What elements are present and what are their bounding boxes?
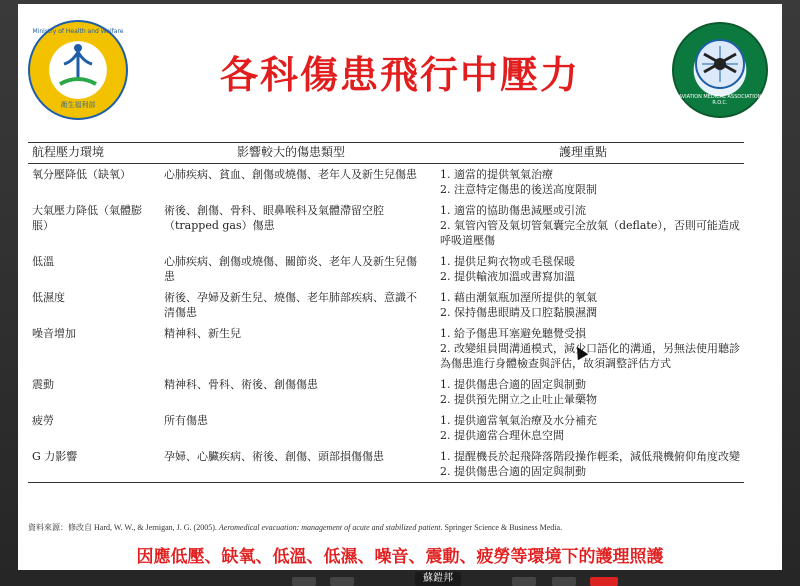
source-suffix: . Springer Science & Business Media. — [440, 523, 563, 532]
env-cell: 震動 — [32, 378, 54, 391]
care-item: 1. 適當的提供氧氣治療 — [440, 168, 553, 181]
care-item: 2. 注意特定傷患的後送高度限制 — [440, 183, 597, 196]
toolbar-button[interactable] — [292, 577, 316, 586]
left-logo-ring-text: Ministry of Health and Welfare — [32, 28, 124, 35]
left-logo-bottom-text: 衛生福利部 — [60, 101, 96, 109]
table-row — [28, 446, 744, 483]
care-item: 1. 提供足夠衣物或毛毯保暖 — [440, 255, 575, 268]
care-cell — [422, 200, 744, 251]
env-cell: 低濕度 — [32, 291, 65, 304]
care-item: 1. 藉由潮氣瓶加溼所提供的氧氣 — [440, 291, 597, 304]
patients-cell: 精神科、新生兒 — [164, 327, 241, 340]
env-cell: 低溫 — [32, 255, 54, 268]
header-patients: 影響較大的傷患類型 — [160, 143, 422, 164]
care-item: 2. 保持傷患眼睛及口腔黏膜濕潤 — [440, 306, 597, 319]
patients-cell: 所有傷患 — [164, 414, 208, 427]
care-cell — [422, 410, 744, 446]
care-item: 2. 改變組員間溝通模式，減少口語化的溝通，另無法使用聽診為傷患進行身體檢查與評估，故須調整評估方式 — [440, 342, 740, 370]
care-item: 2. 氣管內管及氣切管氣囊完全放氣（deflate），否則可能造成呼吸道壓傷 — [440, 219, 740, 247]
patients-cell: 術後、創傷、骨科、眼鼻喉科及氣體滯留空腔（trapped gas）傷患 — [164, 204, 384, 232]
care-item: 1. 適當的協助傷患減壓或引流 — [440, 204, 586, 217]
aviation-medical-association-emblem-icon — [672, 22, 768, 118]
table-row — [28, 200, 744, 251]
slide-title: 各科傷患飛行中壓力 — [219, 53, 580, 97]
care-cell — [422, 374, 744, 410]
speaker-name-tag: 蘇鎧邦 — [415, 572, 461, 586]
table-row — [28, 251, 744, 287]
source-citation — [28, 522, 744, 533]
care-cell — [422, 251, 744, 287]
care-item: 2. 提供傷患合適的固定與制動 — [440, 465, 586, 478]
care-item: 2. 提供預先開立之止吐止暈藥物 — [440, 393, 597, 406]
care-item: 1. 提供適當氧氣治療及水分補充 — [440, 414, 597, 427]
table-row — [28, 323, 744, 374]
source-title: Aeromedical evacuation: management of acute and stabilized patient — [218, 523, 441, 532]
care-cell — [422, 164, 744, 201]
patients-cell: 心肺疾病、貧血、創傷或燒傷、老年人及新生兒傷患 — [164, 168, 417, 181]
patients-cell: 術後、孕婦及新生兒、燒傷、老年肺部疾病、意識不清傷患 — [164, 291, 417, 319]
table-row — [28, 410, 744, 446]
env-cell: 氧分壓降低（缺氧） — [32, 168, 131, 181]
env-cell: G 力影響 — [28, 446, 160, 483]
patients-cell: 精神科、骨科、術後、創傷傷患 — [164, 378, 318, 391]
care-cell — [422, 287, 744, 323]
care-item: 1. 給予傷患耳塞避免聽覺受損 — [440, 327, 586, 340]
care-item: 2. 提供適當合理休息空間 — [440, 429, 564, 442]
presentation-slide — [18, 4, 782, 570]
care-item: 2. 提供輸液加溫或書寫加溫 — [440, 270, 575, 283]
care-cell — [422, 446, 744, 483]
toolbar-button[interactable] — [330, 577, 354, 586]
table-row — [28, 374, 744, 410]
care-item: 1. 提供傷患合適的固定與制動 — [440, 378, 586, 391]
stress-care-table — [28, 142, 744, 483]
source-prefix: 資料來源：修改自 Hard, W. W., & Jernigan, J. G. (2005). — [28, 523, 219, 532]
care-item: 1. 提醒機長於起飛降落階段操作輕柔，減低飛機俯仰角度改變 — [440, 450, 740, 463]
toolbar-button[interactable] — [552, 577, 576, 586]
patients-cell: 心肺疾病、創傷或燒傷、關節炎、老年人及新生兒傷患 — [164, 255, 417, 283]
toolbar-button[interactable] — [512, 577, 536, 586]
env-cell: 噪音增加 — [32, 327, 76, 340]
header-care: 護理重點 — [422, 143, 744, 164]
table-header-row — [28, 143, 744, 164]
stop-button[interactable] — [590, 577, 618, 586]
patients-cell: 孕婦、心臟疾病、術後、創傷、頭部損傷傷患 — [160, 446, 422, 483]
env-cell: 大氣壓力降低（氣體膨脹） — [32, 204, 142, 232]
header-env: 航程壓力環境 — [28, 143, 160, 164]
right-logo-ring-text: AVIATION MEDICAL ASSOCIATION R.O.C. — [678, 94, 762, 106]
table-row — [28, 164, 744, 201]
table-row — [28, 287, 744, 323]
env-cell: 疲勞 — [32, 414, 54, 427]
slide-footer: 因應低壓、缺氧、低溫、低濕、噪音、震動、疲勞等環境下的護理照護 — [136, 547, 664, 567]
